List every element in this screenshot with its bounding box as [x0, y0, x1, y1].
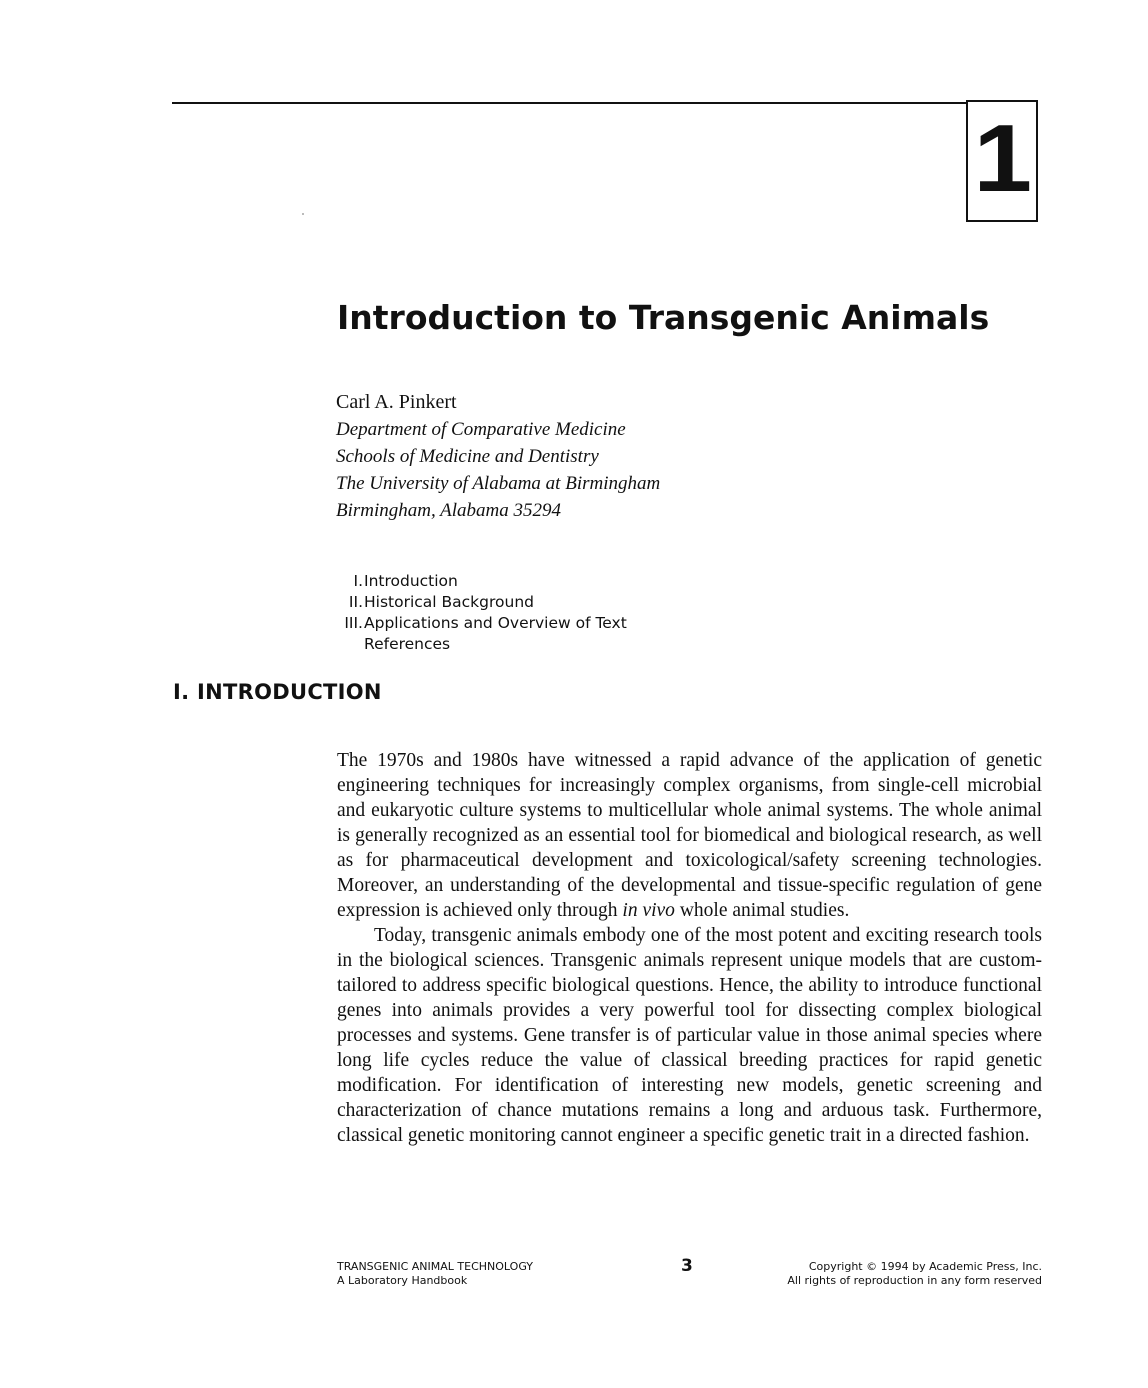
- chapter-title: Introduction to Transgenic Animals: [337, 298, 990, 337]
- outline-item-label: Introduction: [364, 572, 458, 590]
- outline-item: [336, 592, 627, 613]
- outline-item-label: Historical Background: [364, 593, 535, 611]
- outline-item: [336, 571, 627, 592]
- paragraph-text: The 1970s and 1980s have witnessed a rapid advance of the application of genetic engineering techniques for increasingly complex organisms, from single-cell microbial and eukaryotic culture systems to multicellular whole animal systems. The whole animal is generally recognized as an essential tool for biomedical and biological research, as well as for pharmaceutical development and toxicological/safety screening technologies. Moreover, an understanding of the developmental and tissue-specific regulation of gene expression is achieved only through: [337, 750, 1042, 921]
- outline-item: [336, 634, 627, 655]
- scan-speck: [302, 213, 304, 215]
- paragraph-text: whole animal studies.: [674, 900, 850, 921]
- body-paragraph: Today, transgenic animals embody one of the most potent and exciting research tools in the biological sciences. Transgenic animals represent unique models that are custom-tailored to address specific biological questions. Hence, the ability to introduce functional genes into animals provides a very powerful tool for dissecting complex biological processes and systems. Gene transfer is of particular value in those animal species where long life cycles reduce the value of classical breeding practices for rapid genetic modification. For identification of interesting new models, genetic screening and characterization of chance mutations remains a long and arduous task. Furthermore, classical genetic monitoring cannot engineer a specific genetic trait in a directed fashion.: [337, 925, 1042, 1146]
- outline-item: [336, 613, 627, 634]
- outline-item-number: [336, 634, 364, 655]
- affiliation-line: Schools of Medicine and Dentistry: [336, 446, 599, 467]
- chapter-outline: [336, 571, 627, 655]
- italic-term: in vivo: [622, 900, 675, 921]
- outline-item-number: III.: [344, 614, 363, 632]
- section-body: [337, 748, 1042, 1148]
- outline-item-label: Applications and Overview of Text: [364, 614, 627, 632]
- copyright-line: Copyright © 1994 by Academic Press, Inc.: [808, 1260, 1042, 1273]
- affiliation-line: The University of Alabama at Birmingham: [336, 473, 661, 494]
- book-info: [337, 1260, 533, 1288]
- chapter-number: 1: [973, 105, 1031, 212]
- body-paragraph: [337, 748, 1042, 923]
- page-number: 3: [681, 1256, 693, 1276]
- author-block: [336, 389, 660, 524]
- outline-item-number: II.: [348, 593, 363, 611]
- outline-item-label: References: [364, 635, 451, 653]
- affiliation-line: Department of Comparative Medicine: [336, 419, 626, 440]
- rights-line: All rights of reproduction in any form reserved: [787, 1274, 1042, 1287]
- header-rule: [172, 102, 968, 104]
- author-name: Carl A. Pinkert: [336, 391, 457, 413]
- outline-item-number: I.: [353, 572, 363, 590]
- book-title: TRANSGENIC ANIMAL TECHNOLOGY: [337, 1260, 534, 1273]
- section-heading: I. INTRODUCTION: [173, 680, 382, 704]
- book-subtitle: A Laboratory Handbook: [337, 1274, 468, 1287]
- affiliation-line: Birmingham, Alabama 35294: [336, 500, 562, 521]
- chapter-number-box: [966, 100, 1038, 222]
- copyright-info: [787, 1260, 1042, 1288]
